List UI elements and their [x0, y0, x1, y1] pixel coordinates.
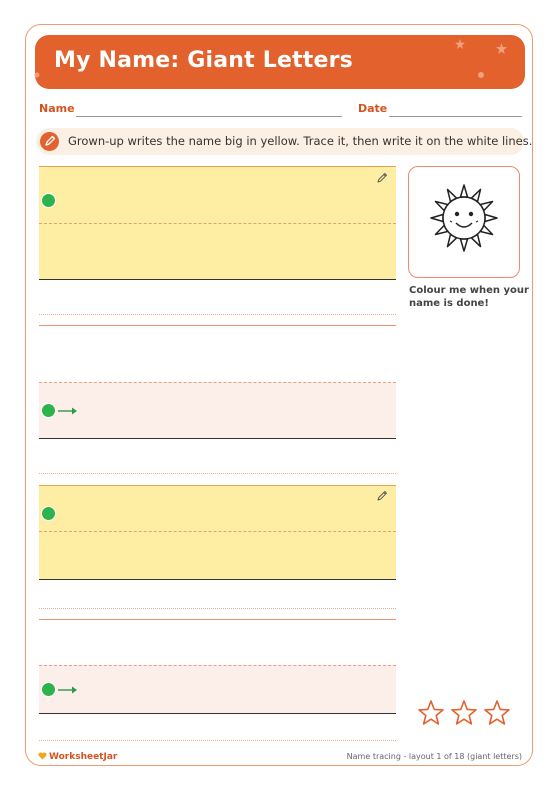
name-field[interactable]	[76, 116, 342, 117]
footer-logo-text: WorksheetJar	[49, 752, 118, 762]
start-dot	[41, 193, 56, 208]
sparkle-icon	[33, 71, 41, 79]
writing-topline	[39, 314, 396, 315]
writing-line[interactable]	[39, 325, 396, 326]
guide-line	[39, 473, 396, 474]
colouring-card[interactable]	[408, 166, 520, 278]
writing-topline	[39, 608, 396, 609]
sun-icon	[409, 167, 519, 277]
header-banner	[35, 35, 525, 89]
instruction-text: Grown-up writes the name big in yellow. Trace it, then write it on the white lines.	[68, 134, 533, 148]
tracing-band-yellow[interactable]	[39, 485, 396, 580]
footer-note: Name tracing - layout 1 of 18 (giant letters)	[346, 752, 522, 761]
sparkle-icon	[496, 43, 507, 54]
arrow-right-icon	[58, 685, 78, 695]
midline	[39, 531, 396, 532]
midline	[39, 223, 396, 224]
start-dot	[41, 506, 56, 521]
instruction-bar	[36, 128, 533, 155]
baseline	[39, 438, 396, 439]
page-title: My Name: Giant Letters	[54, 48, 353, 73]
date-label: Date	[358, 102, 388, 115]
baseline	[39, 713, 396, 714]
pencil-icon	[376, 171, 389, 184]
sparkle-icon	[455, 39, 465, 49]
practice-band-pink[interactable]	[39, 382, 396, 439]
guide-line	[39, 740, 396, 741]
heart-icon	[38, 752, 47, 760]
star-icon	[485, 701, 509, 724]
start-dot	[41, 403, 56, 418]
baseline	[39, 279, 396, 280]
name-label: Name	[39, 102, 75, 115]
pencil-icon	[376, 489, 389, 502]
baseline	[39, 579, 396, 580]
pencil-icon	[40, 132, 59, 151]
arrow-right-icon	[58, 406, 78, 416]
date-field[interactable]	[389, 116, 522, 117]
writing-line[interactable]	[39, 619, 396, 620]
colouring-caption: Colour me when your name is done!	[409, 285, 529, 309]
practice-band-pink[interactable]	[39, 665, 396, 714]
footer-logo	[38, 752, 117, 762]
sparkle-icon	[477, 71, 485, 79]
star-icon	[419, 701, 443, 724]
star-icon	[452, 701, 476, 724]
rating-stars[interactable]	[417, 699, 513, 731]
start-dot	[41, 682, 56, 697]
